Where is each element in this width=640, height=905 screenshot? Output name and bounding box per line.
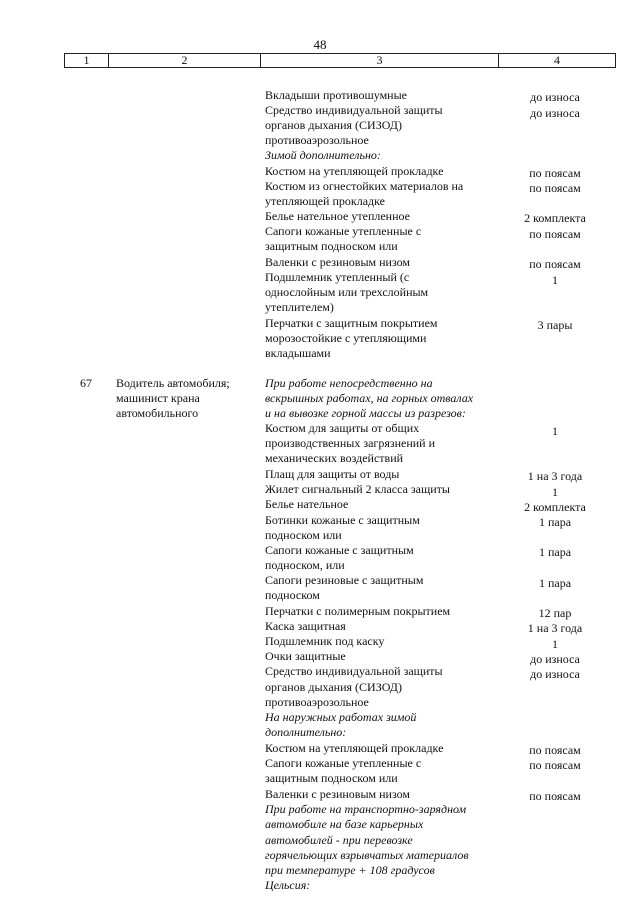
issue-norm: по поясам	[529, 743, 581, 757]
section-heading-line: При работе непосредственно на	[265, 376, 433, 390]
ppe-item-line: морозостойкие с утепляющими	[265, 331, 427, 345]
ppe-item-line: Костюм на утепляющей прокладке	[265, 741, 444, 755]
ppe-item-line: Подшлемник под каску	[265, 634, 385, 648]
ppe-item-line: утепляющей прокладке	[265, 194, 385, 208]
ppe-item-line: защитным подноском или	[265, 239, 398, 253]
ppe-item-line: Ботинки кожаные с защитным	[265, 513, 420, 527]
section-heading-line: вскрышных работах, на горных отвалах	[265, 391, 474, 405]
issue-norm: 1 пара	[538, 545, 572, 559]
ppe-item-line: Белье нательное утепленное	[265, 209, 410, 223]
ppe-item-line: Костюм на утепляющей прокладке	[265, 164, 444, 178]
ppe-item-line: противоаэрозольное	[265, 133, 369, 147]
section-heading-line: Цельсия:	[265, 878, 311, 892]
row-number: 67	[80, 376, 92, 390]
ppe-item-line: производственных загрязнений и	[265, 436, 436, 450]
position-line: машинист крана	[116, 391, 200, 405]
issue-norm: до износа	[530, 667, 580, 681]
ppe-item-line: Перчатки с полимерным покрытием	[265, 604, 451, 618]
ppe-item-line: утеплителем)	[265, 300, 334, 314]
issue-norm: 1	[552, 485, 558, 499]
section-heading-line: автомобилей - при перевозке	[265, 833, 413, 847]
issue-norm: по поясам	[529, 227, 581, 241]
issue-norm: по поясам	[529, 758, 581, 772]
ppe-item-line: подноском	[265, 588, 320, 602]
ppe-item-line: Костюм из огнестойких материалов на	[265, 179, 464, 193]
issue-norm: 2 комплекта	[524, 500, 586, 514]
section-heading-line: и на вывозке горной массы из разрезов:	[265, 406, 466, 420]
ppe-item-line: Костюм для защиты от общих	[265, 421, 420, 435]
issue-norm: 1 пара	[538, 515, 572, 529]
issue-norm: 1 на 3 года	[527, 621, 583, 635]
col-header-3: 3	[261, 54, 499, 67]
ppe-item-line: Сапоги резиновые с защитным	[265, 573, 424, 587]
issue-norm: до износа	[530, 106, 580, 120]
ppe-item-line: Каска защитная	[265, 619, 346, 633]
issue-norm: 1	[552, 637, 558, 651]
col-header-1: 1	[65, 54, 109, 67]
ppe-item-line: Жилет сигнальный 2 класса защиты	[265, 482, 450, 496]
table-header-row	[64, 53, 616, 68]
page-number: 48	[313, 37, 327, 52]
issue-norm: 1 на 3 года	[527, 469, 583, 483]
ppe-item-line: подноском, или	[265, 558, 345, 572]
ppe-item-line: Плащ для защиты от воды	[265, 467, 400, 481]
ppe-item-line: Сапоги кожаные утепленные с	[265, 756, 422, 770]
issue-norm: по поясам	[529, 257, 581, 271]
ppe-item-line: Сапоги кожаные с защитным	[265, 543, 414, 557]
ppe-item-line: вкладышами	[265, 346, 331, 360]
position-line: Водитель автомобиля;	[116, 376, 230, 390]
ppe-item-line: Подшлемник утепленный (с	[265, 270, 410, 284]
ppe-item-line: Перчатки с защитным покрытием	[265, 316, 438, 330]
position-line: автомобильного	[116, 406, 199, 420]
issue-norm: по поясам	[529, 166, 581, 180]
ppe-item-line: защитным подноском или	[265, 771, 398, 785]
ppe-item-line: Белье нательное	[265, 497, 349, 511]
section-heading-line: автомобиле на базе карьерных	[265, 817, 424, 831]
ppe-item-line: подноском или	[265, 528, 342, 542]
ppe-item-line: Средство индивидуальной защиты	[265, 664, 443, 678]
issue-norm: 1	[552, 273, 558, 287]
issue-norm: 3 пары	[537, 318, 573, 332]
issue-norm: 1 пара	[538, 576, 572, 590]
ppe-item-line: Очки защитные	[265, 649, 346, 663]
issue-norm: по поясам	[529, 789, 581, 803]
ppe-item-line: однослойным или трехслойным	[265, 285, 429, 299]
ppe-item-line: Валенки с резиновым низом	[265, 255, 411, 269]
ppe-item-line: механических воздействий	[265, 451, 404, 465]
col-header-4: 4	[554, 53, 560, 67]
issue-norm: 2 комплекта	[524, 211, 586, 225]
ppe-item-line: Сапоги кожаные утепленные с	[265, 224, 422, 238]
issue-norm: 12 пар	[538, 606, 572, 620]
section-heading-line: При работе на транспортно-зарядном	[265, 802, 467, 816]
ppe-item-line: противоаэрозольное	[265, 695, 369, 709]
section-heading-line: дополнительно:	[265, 725, 347, 739]
ppe-item-line: органов дыхания (СИЗОД)	[265, 680, 402, 694]
section-heading-line: при температуре + 108 градусов	[265, 863, 435, 877]
issue-norm: до износа	[530, 90, 580, 104]
col-header-2: 2	[109, 54, 261, 67]
ppe-item-line: Средство индивидуальной защиты	[265, 103, 443, 117]
section-heading-line: горячельющих взрывчатых материалов	[265, 848, 469, 862]
ppe-item-line: Вкладыши противошумные	[265, 88, 407, 102]
issue-norm: 1	[552, 424, 558, 438]
issue-norm: до износа	[530, 652, 580, 666]
ppe-item-line: органов дыхания (СИЗОД)	[265, 118, 402, 132]
ppe-item-line: Валенки с резиновым низом	[265, 787, 411, 801]
issue-norm: по поясам	[529, 181, 581, 195]
section-heading-line: Зимой дополнительно:	[265, 148, 381, 162]
section-heading-line: На наружных работах зимой	[265, 710, 417, 724]
